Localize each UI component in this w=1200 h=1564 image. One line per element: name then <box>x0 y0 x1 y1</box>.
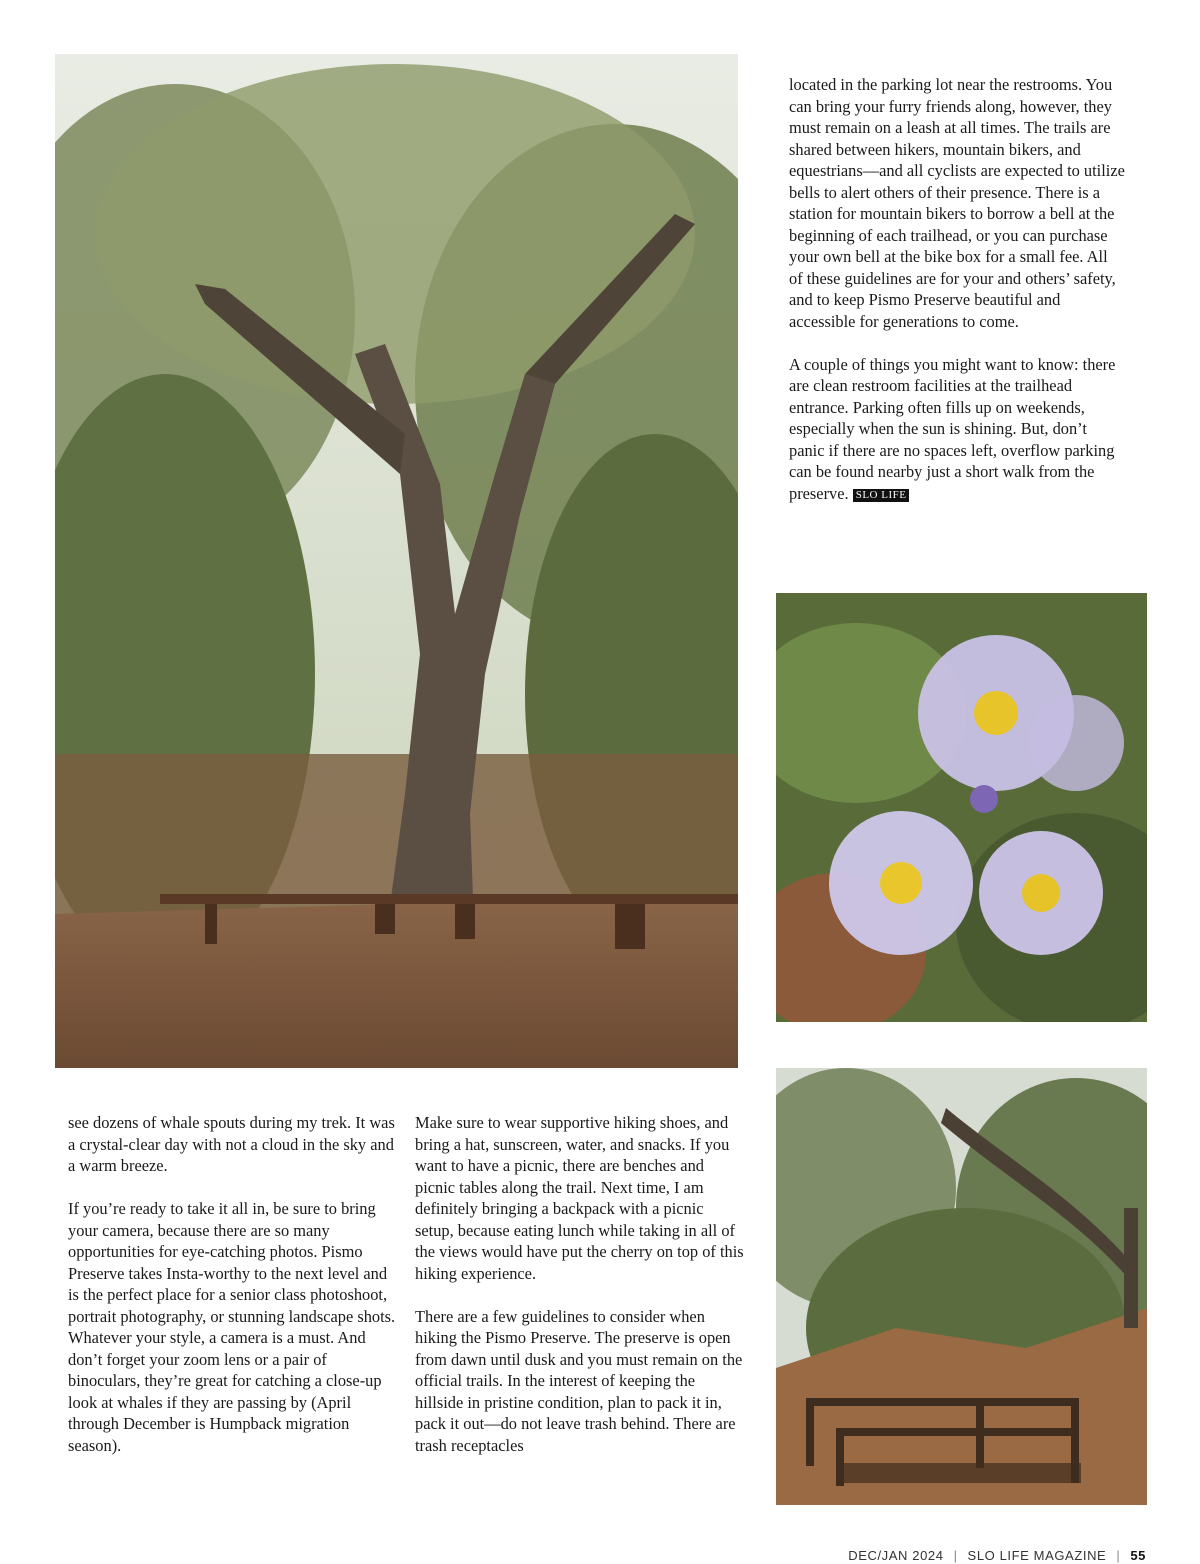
footer-separator: | <box>953 1547 958 1563</box>
page-number: 55 <box>1130 1547 1146 1563</box>
paragraph: There are a few guidelines to consider when hiking the Pismo Preserve. The preserve is open from dawn until dusk and you must remain on the official trails. In the interest of keeping the hillside in pristine condition, plan to pack it in, pack it out—do not leave trash behind. There are trash receptacles <box>415 1306 743 1455</box>
page-footer <box>848 1546 1146 1564</box>
paragraph: located in the parking lot near the restrooms. You can bring your furry friends along, however, they must remain on a leash at all times. The trails are shared between hikers, mountain bikers, and equestrians—and all cyclists are expected to utilize bells to alert others of their presence. There is a station for mountain bikers to borrow a bell at the beginning of each trailhead, or you can purchase your own bell at the bike box for a small fee. All of these guidelines are for your and others’ safety, and to keep Pismo Preserve beautiful and accessible for generations to come. <box>789 75 1125 331</box>
aster-flowers-photo <box>776 593 1147 1022</box>
article-column-left <box>68 1112 398 1478</box>
oak-tree-photo <box>55 54 738 1068</box>
paragraph-text: A couple of things you might want to know: there are clean restroom facilities at the trailhead entrance. Parking often fills up on weekends, especially when the sun is shining. But, don’t panic if there are no spaces left, overflow parking can be found nearby just a short walk from the preserve. <box>789 354 1116 503</box>
footer-separator: | <box>1116 1547 1121 1563</box>
article-column-right <box>789 74 1125 526</box>
footbridge-photo <box>776 1068 1147 1505</box>
issue-date: DEC/JAN 2024 <box>848 1547 944 1563</box>
paragraph: Make sure to wear supportive hiking shoes, and bring a hat, sunscreen, water, and snacks. If you want to have a picnic, there are benches and picnic tables along the trail. Next time, I am definitely bringing a backpack with a picnic setup, because eating lunch while taking in all of the views would have put the cherry on top of this hiking experience. <box>415 1113 744 1283</box>
paragraph <box>789 354 1125 505</box>
magazine-name: SLO LIFE MAGAZINE <box>967 1547 1107 1563</box>
paragraph: see dozens of whale spouts during my trek. It was a crystal-clear day with not a cloud in the sky and a warm breeze. <box>68 1113 395 1175</box>
paragraph: If you’re ready to take it all in, be sure to bring your camera, because there are so many opportunities for eye-catching photos. Pismo Preserve takes Insta-worthy to the next level and is the perfect place for a senior class photoshoot, portrait photography, or stunning landscape shots. Whatever your style, a camera is a must. And don’t forget your zoom lens or a pair of binoculars, they’re great for catching a close-up look at whales if they are passing by (April through December is Humpback migration season). <box>68 1199 396 1455</box>
end-mark-badge: SLO LIFE <box>853 489 910 502</box>
article-column-middle <box>415 1112 745 1478</box>
